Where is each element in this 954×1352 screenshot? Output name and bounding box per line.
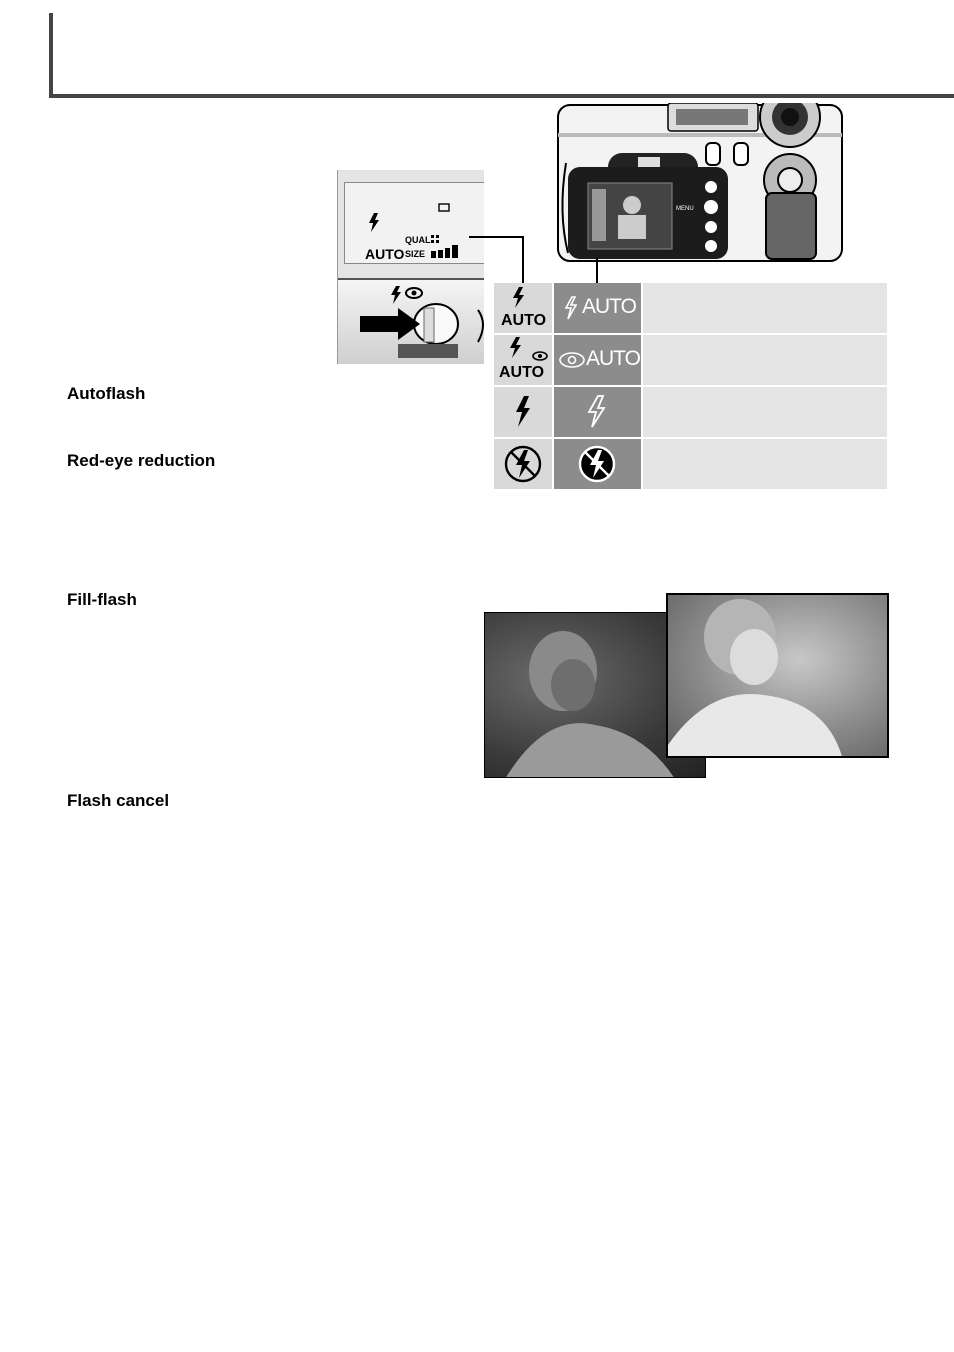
- mode-description-cell: [643, 283, 887, 333]
- mode-row-autoflash: [494, 283, 887, 333]
- heading-autoflash: Autoflash: [67, 384, 146, 403]
- heading-red-eye: Red-eye reduction: [67, 451, 216, 470]
- lcd-indicator-cell: [554, 439, 641, 489]
- auto-label: AUTO: [365, 246, 405, 262]
- flash-outline-icon: [587, 395, 607, 429]
- header-rule-vertical: [49, 13, 53, 98]
- connector-line: [469, 236, 524, 238]
- quality-dots-icon: [431, 235, 445, 245]
- lcd-indicator-cell: [554, 283, 641, 333]
- menu-label: MENU: [676, 206, 694, 212]
- lcd-auto-label: AUTO: [586, 347, 640, 370]
- mode-row-flash-cancel: [494, 439, 887, 489]
- mode-row-red-eye: [494, 335, 887, 385]
- camera-back-illustration: [556, 103, 846, 263]
- flash-button-illustration: [338, 280, 484, 364]
- lcd-indicator-cell: [554, 387, 641, 437]
- flash-icon: [514, 396, 532, 428]
- camera-top-body: [338, 278, 484, 364]
- flash-icon: [512, 287, 526, 309]
- header-rule-horizontal: [49, 94, 954, 98]
- flash-icon: [368, 213, 380, 233]
- panel-indicator-cell: [494, 335, 552, 385]
- mode-row-fill-flash: [494, 387, 887, 437]
- flash-mode-table: [494, 283, 887, 491]
- size-label: SIZE: [405, 249, 426, 259]
- heading-fill-flash: Fill-flash: [67, 590, 137, 609]
- flash-cancel-icon: [503, 444, 543, 484]
- heading-flash-cancel: Flash cancel: [67, 791, 170, 810]
- lcd-indicator-cell: [554, 335, 641, 385]
- flash-icon: [509, 337, 523, 359]
- flash-outline-icon: [564, 296, 578, 320]
- mode-description-cell: [643, 439, 887, 489]
- panel-indicator-cell: [494, 283, 552, 333]
- panel-indicator-cell: [494, 387, 552, 437]
- connector-line: [596, 258, 598, 284]
- auto-label: AUTO: [501, 312, 547, 329]
- auto-label: AUTO: [499, 364, 545, 381]
- single-frame-icon: [438, 203, 450, 213]
- connector-line: [522, 236, 524, 284]
- mode-description-cell: [643, 387, 887, 437]
- size-bars-icon: [431, 245, 465, 259]
- panel-indicator-cell: [494, 439, 552, 489]
- red-eye-outline-icon: [558, 351, 586, 369]
- photo-with-fill-flash: [666, 593, 889, 758]
- flash-cancel-icon: [577, 444, 617, 484]
- lcd-auto-label: AUTO: [582, 295, 636, 318]
- mode-description-cell: [643, 335, 887, 385]
- data-panel-illustration: [337, 170, 484, 364]
- qual-label: QUAL: [405, 235, 431, 245]
- red-eye-icon: [531, 350, 549, 362]
- data-panel-lcd: [344, 182, 484, 264]
